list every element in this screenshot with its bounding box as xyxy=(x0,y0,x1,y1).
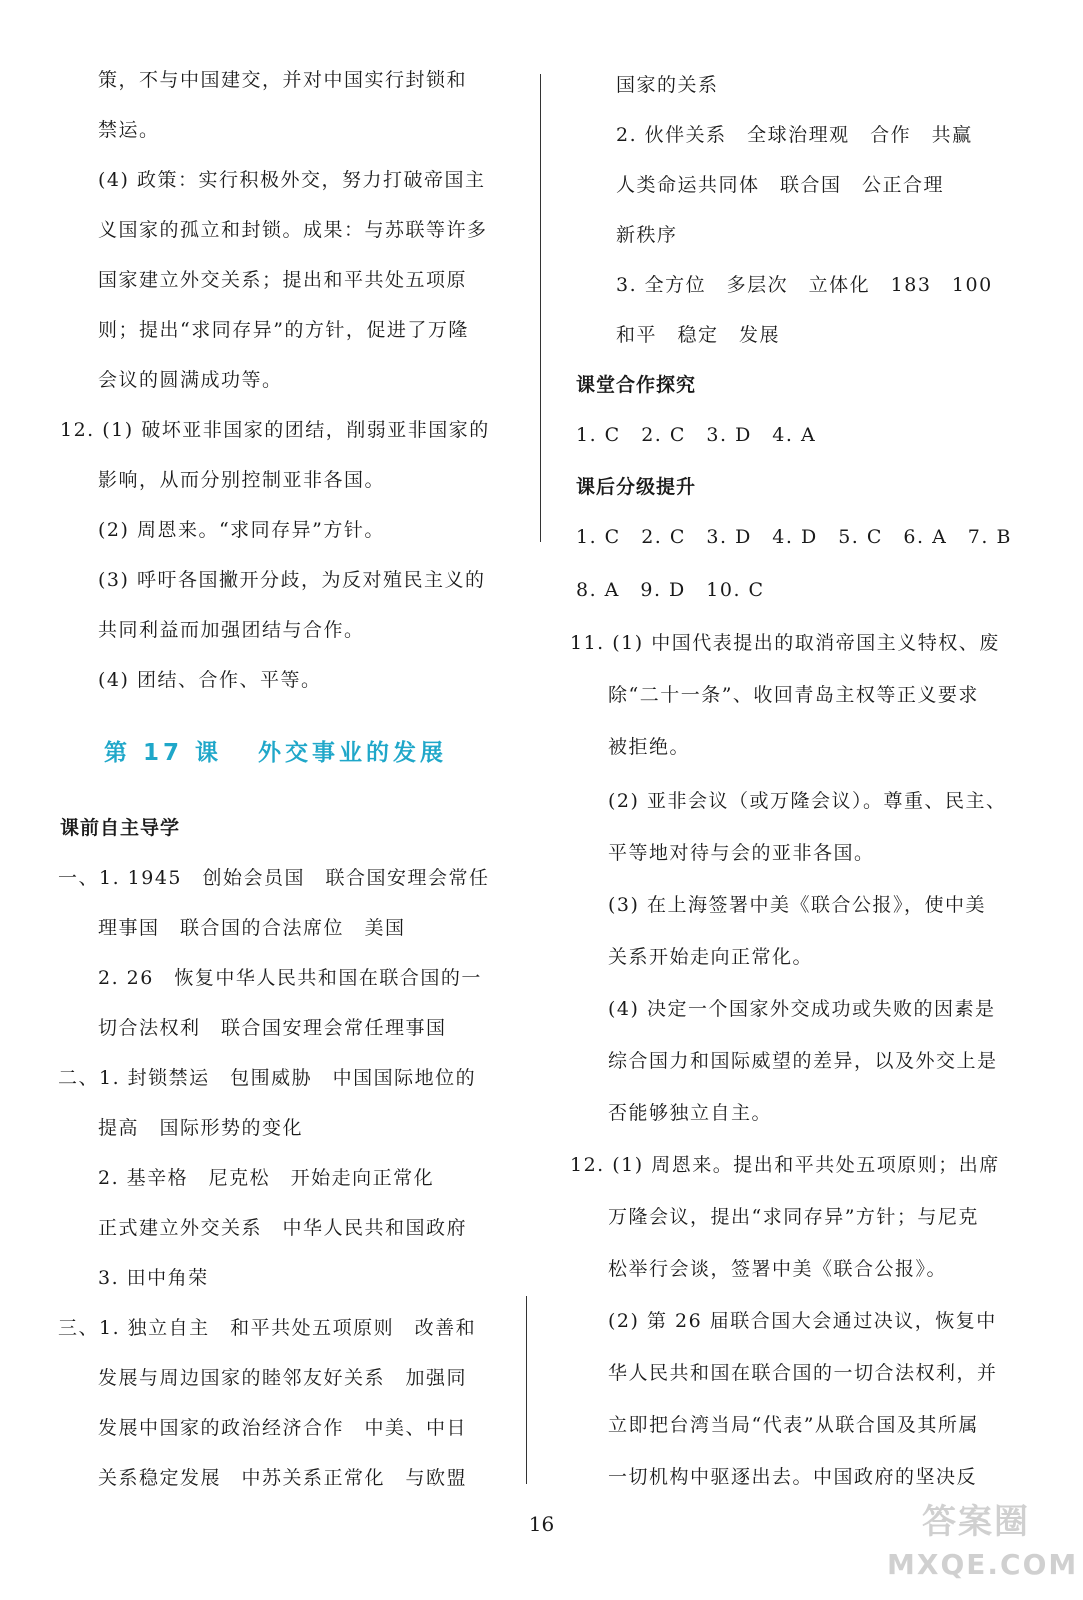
answer-line: 1. C 2. C 3. D 4. A xyxy=(576,424,817,446)
text-line: 2. 26 恢复中华人民共和国在联合国的一 xyxy=(98,967,482,989)
text-line: 禁运。 xyxy=(98,119,160,141)
text-line: 则；提出“求同存异”的方针，促进了万隆 xyxy=(98,319,469,341)
text-line: 2. 基辛格 尼克松 开始走向正常化 xyxy=(98,1167,435,1189)
text-line: 关系稳定发展 中苏关系正常化 与欧盟 xyxy=(98,1467,468,1489)
text-line: 3. 田中角荣 xyxy=(98,1267,209,1289)
text-line: (4) 决定一个国家外交成功或失败的因素是 xyxy=(608,998,996,1020)
text-line: 关系开始走向正常化。 xyxy=(608,946,814,968)
lesson-name: 外交事业的发展 xyxy=(258,740,448,766)
text-line: 除“二十一条”、收回青岛主权等正义要求 xyxy=(608,684,979,706)
watermark xyxy=(887,1494,1079,1586)
text-line: 国家建立外交关系；提出和平共处五项原 xyxy=(98,269,468,291)
text-line: 华人民共和国在联合国的一切合法权利，并 xyxy=(608,1362,998,1384)
text-line: (4) 政策：实行积极外交，努力打破帝国主 xyxy=(98,169,486,191)
text-line: 影响，从而分别控制亚非各国。 xyxy=(98,469,386,491)
part-3-line: 三、1. 独立自主 和平共处五项原则 改善和 xyxy=(58,1317,477,1339)
text-line: 否能够独立自主。 xyxy=(608,1102,773,1124)
section-heading: 课后分级提升 xyxy=(576,476,697,498)
text-line: 被拒绝。 xyxy=(608,736,691,758)
text-line: 正式建立外交关系 中华人民共和国政府 xyxy=(98,1217,468,1239)
text-line: 提高 国际形势的变化 xyxy=(98,1117,304,1139)
part-2-line: 二、1. 封锁禁运 包围威胁 中国国际地位的 xyxy=(58,1067,477,1089)
watermark-logo: 答案圈 xyxy=(922,1502,1030,1542)
text-line: 发展与周边国家的睦邻友好关系 加强同 xyxy=(98,1367,468,1389)
answer-line: 1. C 2. C 3. D 4. D 5. C 6. A 7. B xyxy=(576,526,1012,548)
text-line: 一切机构中驱逐出去。中国政府的坚决反 xyxy=(608,1466,978,1488)
text-line: 平等地对待与会的亚非各国。 xyxy=(608,842,875,864)
watermark-site: MXQE.COM xyxy=(887,1548,1079,1581)
question-12-line: 12. (1) 破坏亚非国家的团结，削弱亚非国家的 xyxy=(60,419,490,441)
text-line: 3. 全方位 多层次 立体化 183 100 xyxy=(616,274,993,296)
text-line: (2) 第 26 届联合国大会通过决议，恢复中 xyxy=(608,1310,997,1332)
text-line: 义国家的孤立和封锁。成果：与苏联等许多 xyxy=(98,219,488,241)
text-line: (3) 在上海签署中美《联合公报》，使中美 xyxy=(608,894,986,916)
text-line: 切合法权利 联合国安理会常任理事国 xyxy=(98,1017,447,1039)
column-divider-bottom xyxy=(526,1296,527,1484)
text-line: 松举行会谈，签署中美《联合公报》。 xyxy=(608,1258,948,1280)
question-12-line: 12. (1) 周恩来。提出和平共处五项原则；出席 xyxy=(570,1154,1000,1176)
text-line: (3) 呼吁各国撇开分歧，为反对殖民主义的 xyxy=(98,569,486,591)
column-divider-top xyxy=(540,74,541,542)
question-11-line: 11. (1) 中国代表提出的取消帝国主义特权、废 xyxy=(570,632,1000,654)
text-line: 综合国力和国际威望的差异，以及外交上是 xyxy=(608,1050,998,1072)
answer-line: 8. A 9. D 10. C xyxy=(576,579,765,601)
lesson-number: 第 17 课 xyxy=(104,740,223,766)
text-line: 和平 稳定 发展 xyxy=(616,324,781,346)
section-heading: 课前自主导学 xyxy=(60,817,181,839)
text-line: 发展中国家的政治经济合作 中美、中日 xyxy=(98,1417,468,1439)
text-line: 理事国 联合国的合法席位 美国 xyxy=(98,917,406,939)
text-line: 立即把台湾当局“代表”从联合国及其所属 xyxy=(608,1414,979,1436)
page-number: 16 xyxy=(528,1512,555,1536)
text-line: (2) 周恩来。“求同存异”方针。 xyxy=(98,519,385,541)
text-line: (2) 亚非会议（或万隆会议）。尊重、民主、 xyxy=(608,790,1007,812)
text-line: 新秩序 xyxy=(616,224,678,246)
text-line: (4) 团结、合作、平等。 xyxy=(98,669,322,691)
lesson-title xyxy=(104,736,447,770)
text-line: 会议的圆满成功等。 xyxy=(98,369,283,391)
part-1-line: 一、1. 1945 创始会员国 联合国安理会常任 xyxy=(58,867,490,889)
text-line: 人类命运共同体 联合国 公正合理 xyxy=(616,174,945,196)
text-line: 万隆会议，提出“求同存异”方针；与尼克 xyxy=(608,1206,979,1228)
text-line: 策，不与中国建交，并对中国实行封锁和 xyxy=(98,69,468,91)
section-heading: 课堂合作探究 xyxy=(576,374,697,396)
text-line: 国家的关系 xyxy=(616,74,719,96)
text-line: 2. 伙伴关系 全球治理观 合作 共赢 xyxy=(616,124,973,146)
text-line: 共同利益而加强团结与合作。 xyxy=(98,619,365,641)
